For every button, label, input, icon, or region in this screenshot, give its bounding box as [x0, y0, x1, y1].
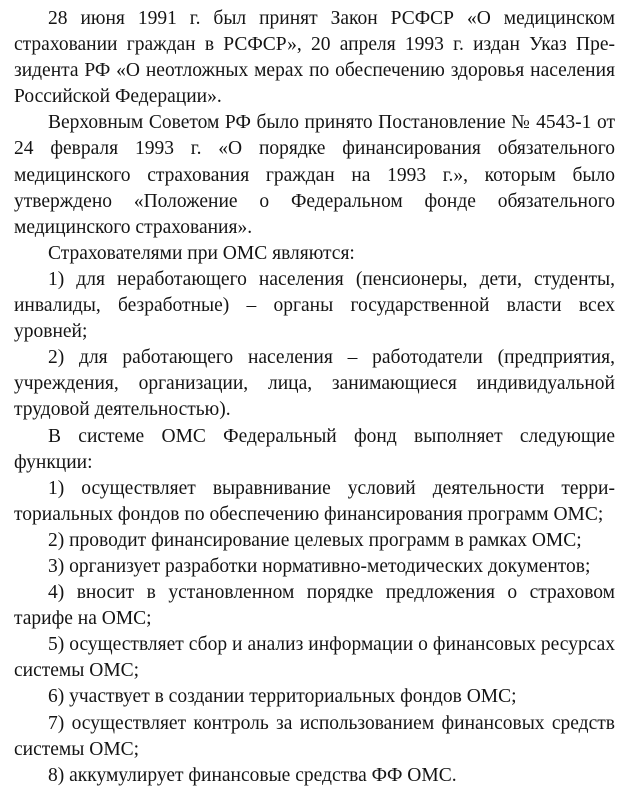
- list-item-function-3: 3) организует разработки нормативно-методических документов;: [48, 555, 591, 577]
- paragraph-insurers-intro: Страхователями при ОМС являются:: [48, 242, 355, 264]
- paragraph-functions-intro: В системе ОМС Федеральный фонд выполняет следующие функции:: [14, 425, 615, 473]
- list-item-function-1: 1) осуществляет выравнивание условий деятельности территориальных фондов по обеспечению финансирования программ ОМС;: [14, 477, 615, 525]
- paragraph-law-history: 28 июня 1991 г. был принят Закон РСФСР «О медицинском страховании граждан в РСФСР», 20 апреля 1993 г. издан Указ Президента РФ «О неотложных мерах по обеспечению здоровья населения Российской Федерации».: [14, 8, 615, 108]
- list-item-insurer-2: 2) для работающего населения – работодатели (предприятия, учреждения, организации, лица, занимающиеся индивидуальной трудовой деятельностью).: [14, 347, 615, 421]
- list-item-function-5: 5) осуществляет сбор и анализ информации о финансовых ресурсах системы ОМС;: [14, 634, 615, 682]
- list-item-function-7: 7) осуществляет контроль за использованием финансовых средств системы ОМС;: [14, 712, 615, 760]
- list-item-function-4: 4) вносит в установленном порядке предложения о страховом тарифе на ОМС;: [14, 582, 615, 630]
- list-item-function-8: 8) аккумулирует финансовые средства ФФ ОМС.: [48, 764, 457, 786]
- list-item-insurer-1: 1) для неработающего населения (пенсионеры, дети, студенты, инвалиды, безработные) – органы государственной власти всех уровней;: [14, 268, 615, 343]
- list-item-function-6: 6) участвует в создании территориальных фондов ОМС;: [48, 686, 517, 708]
- paragraph-resolution: Верховным Советом РФ было принято Постановление № 4543-1 от 24 февраля 1993 г. «О порядке финансирования обязательного медицинского страхования граждан на 1993 г.», которым было утверждено «Положение о Федеральном фонде обязательного медицинского страхования».: [14, 112, 615, 238]
- list-item-function-2: 2) проводит финансирование целевых программ в рамках ОМС;: [48, 529, 582, 551]
